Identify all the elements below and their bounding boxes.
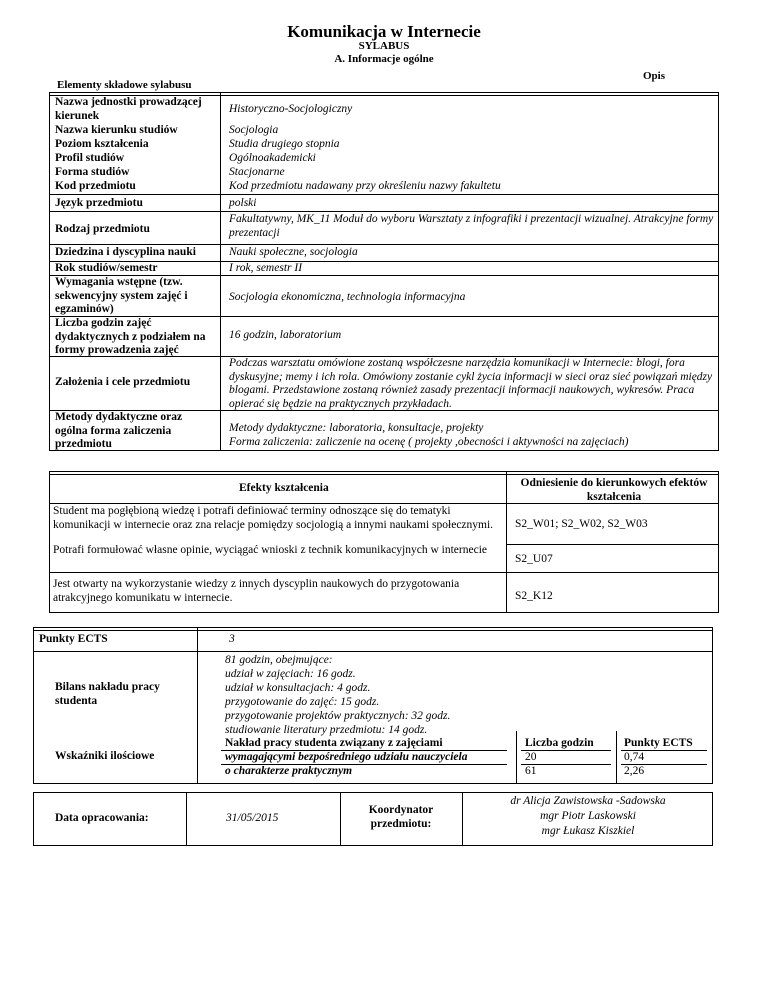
effects-table bbox=[49, 471, 719, 613]
document-subtitle: SYLABUS bbox=[358, 40, 410, 52]
value-poziom: Studia drugiego stopnia bbox=[229, 138, 340, 150]
value-profil: Ogólnoakademicki bbox=[229, 152, 316, 164]
naklad-row-2: o charakterze praktycznym bbox=[225, 765, 353, 777]
date-value: 31/05/2015 bbox=[226, 812, 279, 824]
bilans-line-4: przygotowanie do zajęć: 15 godz. bbox=[225, 696, 380, 708]
coordinator-1: dr Alicja Zawistowska -Sadowska bbox=[510, 795, 666, 807]
bilans-line-2: udział w zajęciach: 16 godz. bbox=[225, 668, 356, 680]
label-wymagania: Wymagania wstępne (tzw. sekwencyjny system zajęć i egzaminów) bbox=[55, 276, 188, 315]
label-profil: Profil studiów bbox=[55, 152, 125, 164]
effects-header: Efekty kształcenia bbox=[239, 482, 329, 494]
coordinator-label: Koordynator przedmiotu: bbox=[368, 804, 434, 830]
points-header: Punkty ECTS bbox=[624, 737, 693, 749]
effect-2: Potrafi formułować własne opinie, wyciągać wnioski z technik komunikacyjnych w internecie bbox=[53, 544, 487, 556]
effect-3: Jest otwarty na wykorzystanie wiedzy z innych dyscyplin naukowych do przygotowania atrakcyjnego komunikatu w internecie. bbox=[53, 578, 460, 604]
label-jezyk: Język przedmiotu bbox=[55, 197, 143, 209]
value-jednostka: Historyczno-Socjologiczny bbox=[229, 103, 353, 115]
bilans-line-1: 81 godzin, obejmujące: bbox=[225, 654, 333, 666]
value-rok: I rok, semestr II bbox=[229, 262, 303, 274]
points-2: 2,26 bbox=[624, 765, 645, 777]
effects-ref-header: Odniesienie do kierunkowych efektów kształcenia bbox=[520, 477, 708, 503]
label-zalozenia: Założenia i cele przedmiotu bbox=[55, 376, 191, 388]
ects-value: 3 bbox=[229, 633, 235, 645]
value-rodzaj: Fakultatywny, MK_11 Moduł do wyboru Warsztaty z infografiki i prezentacji wizualnej. Atrakcyjne formy prezentacji bbox=[229, 213, 714, 239]
label-forma: Forma studiów bbox=[55, 166, 130, 178]
value-kierunek: Socjologia bbox=[229, 124, 279, 136]
section-heading: A. Informacje ogólne bbox=[334, 53, 434, 65]
bilans-line-3: udział w konsultacjach: 4 godz. bbox=[225, 682, 371, 694]
label-kod: Kod przedmiotu bbox=[55, 180, 136, 192]
footer-table bbox=[33, 792, 713, 846]
effect-3-ref: S2_K12 bbox=[515, 590, 553, 602]
effect-1-ref: S2_W01; S2_W02, S2_W03 bbox=[515, 518, 648, 530]
naklad-row-1: wymagającymi bezpośredniego udziału nauczyciela bbox=[225, 751, 468, 763]
label-jednostka: Nazwa jednostki prowadzącej kierunek bbox=[55, 96, 202, 122]
effect-2-ref: S2_U07 bbox=[515, 553, 553, 565]
bilans-line-5: przygotowanie projektów praktycznych: 32 godz. bbox=[225, 710, 451, 722]
value-wymagania: Socjologia ekonomiczna, technologia informacyjna bbox=[229, 291, 466, 303]
label-rok: Rok studiów/semestr bbox=[55, 262, 158, 274]
coordinator-2: mgr Piotr Laskowski bbox=[540, 810, 636, 822]
label-poziom: Poziom kształcenia bbox=[55, 138, 149, 150]
label-liczba-godzin: Liczba godzin zajęć dydaktycznych z podziałem na formy prowadzenia zajęć bbox=[55, 317, 206, 356]
effect-1: Student ma pogłębioną wiedzę i potrafi definiować terminy odnoszące się do tematyki komunikacji w internecie oraz zna relacje pomiędzy socjologią a innymi naukami społecznymi. bbox=[53, 505, 494, 531]
value-jezyk: polski bbox=[229, 197, 257, 209]
bilans-line-6: studiowanie literatury przedmiotu: 14 godz. bbox=[225, 724, 428, 736]
points-1: 0,74 bbox=[624, 751, 645, 763]
label-metody: Metody dydaktyczne oraz ogólna forma zaliczenia przedmiotu bbox=[55, 411, 183, 450]
value-metody: Metody dydaktyczne: laboratoria, konsultacje, projekty Forma zaliczenia: zaliczenie na ocenę ( projekty ,obecności i aktywności na zajęciach) bbox=[229, 422, 629, 448]
hours-2: 61 bbox=[525, 765, 537, 777]
label-rodzaj: Rodzaj przedmiotu bbox=[55, 223, 150, 235]
date-label: Data opracowania: bbox=[55, 812, 149, 824]
value-kod: Kod przedmiotu nadawany przy określeniu nazwy fakultetu bbox=[229, 180, 501, 192]
value-forma: Stacjonarne bbox=[229, 166, 285, 178]
value-liczba-godzin: 16 godzin, laboratorium bbox=[229, 329, 342, 341]
wskazniki-label: Wskaźniki ilościowe bbox=[55, 750, 155, 762]
info-table bbox=[49, 66, 719, 451]
ects-table bbox=[33, 627, 713, 784]
ects-label: Punkty ECTS bbox=[39, 633, 108, 645]
naklad-title: Nakład pracy studenta związany z zajęciami bbox=[225, 737, 443, 749]
info-col-left-header: Elementy składowe sylabusu bbox=[57, 79, 192, 91]
value-zalozenia: Podczas warsztatu omówione zostaną współczesne narzędzia komunikacji w Internecie: blogi, fora dyskusyjne; memy i ich rola. Omówiony zostanie cykl życia informacji w sieci oraz sieć powiązań między blogami. Przedstawione zostaną również zasady prezentacji informacji naukowych, wykresów. Praca opierać się będzie na praktycznych przykładach. bbox=[229, 357, 713, 410]
info-col-right-header: Opis bbox=[643, 70, 666, 82]
value-dziedzina: Nauki społeczne, socjologia bbox=[229, 246, 358, 258]
document-title: Komunikacja w Internecie bbox=[287, 22, 481, 41]
hours-1: 20 bbox=[525, 751, 537, 763]
hours-header: Liczba godzin bbox=[525, 737, 594, 749]
bilans-label: Bilans nakładu pracy studenta bbox=[55, 681, 160, 707]
label-kierunek: Nazwa kierunku studiów bbox=[55, 124, 178, 136]
coordinator-3: mgr Łukasz Kiszkiel bbox=[541, 825, 635, 837]
label-dziedzina: Dziedzina i dyscyplina nauki bbox=[55, 246, 196, 258]
